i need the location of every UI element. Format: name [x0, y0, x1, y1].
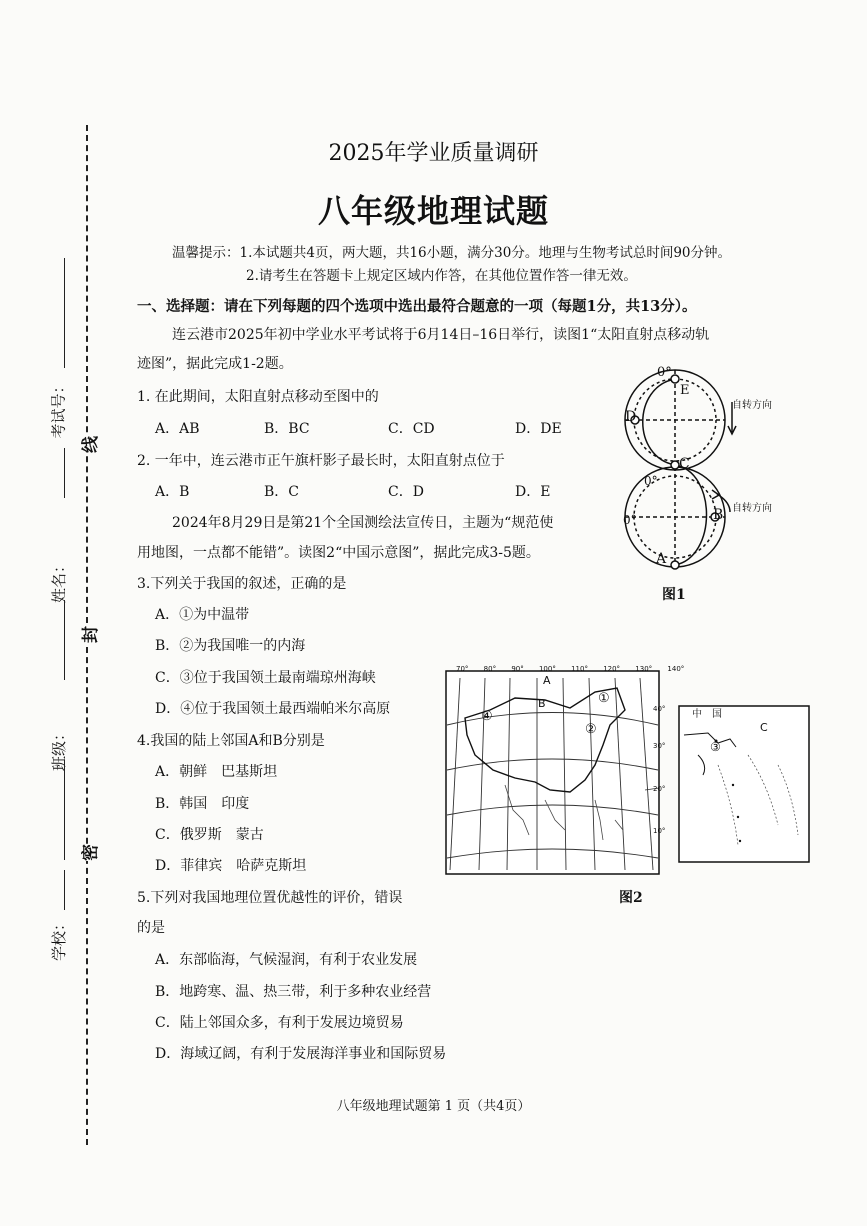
inset-island-dot: [737, 816, 739, 818]
point-a-marker: [671, 561, 679, 569]
q3-option-d: D．④位于我国领土最西端帕米尔高原: [155, 701, 391, 717]
page-footer: 八年级地理试题第 1 页（共4页）: [336, 1099, 531, 1114]
fig1-deg-left: 0°: [623, 513, 637, 527]
name-line-upper: [64, 448, 65, 498]
fig1-label-d: D: [625, 409, 637, 425]
fig2-circle-3: ③: [710, 740, 721, 754]
exam-subtitle: 八年级地理试题: [317, 192, 549, 230]
name-field[interactable]: [64, 600, 65, 680]
q4-option-a: A．朝鲜 巴基斯坦: [155, 764, 278, 780]
fig2-lat-20: 20°: [653, 785, 666, 793]
fig1-caption: 图1: [662, 587, 686, 603]
seal-char-mi: 密: [74, 844, 103, 861]
q3-option-c: C．③位于我国领土最南端琼州海峡: [155, 670, 376, 686]
fig2-lat-40: 40°: [653, 705, 666, 713]
q5-stem-line2: 的是: [137, 920, 165, 936]
fig2-label-b: B: [538, 697, 546, 710]
intro2-line2: 用地图，一点都不能错”。读图2“中国示意图”，据此完成3-5题。: [137, 545, 540, 561]
fig2-lat-30: 30°: [653, 742, 666, 750]
q3-option-b: B．②为我国唯一的内海: [155, 638, 306, 654]
q3-option-a: A．①为中温带: [155, 607, 250, 623]
fig2-label-a: A: [543, 674, 551, 687]
point-c-marker: [671, 461, 679, 469]
q4-stem: 4.我国的陆上邻国A和B分别是: [137, 733, 325, 749]
q2-option-b: B．C: [264, 484, 299, 500]
section-heading: 一、选择题：请在下列每题的四个选项中选出最符合题意的一项（每题1分，共13分）。: [137, 298, 697, 315]
q5-option-b: B．地跨寒、温、热三带，利于多种农业经营: [155, 984, 432, 1000]
fig2-circle-2: ②: [585, 722, 597, 737]
q1-option-d: D．DE: [515, 421, 562, 437]
fig2-lon-labels: 70° 80° 90° 100° 110° 120° 130° 140°: [456, 665, 685, 673]
fig1-label-e: E: [680, 383, 690, 398]
map-frame: [446, 671, 659, 874]
fig2-circle-4: ④: [481, 709, 493, 724]
fig2-lat-10: 10°: [653, 827, 666, 835]
q4-option-c: C．俄罗斯 蒙古: [155, 827, 264, 843]
q3-stem: 3.下列关于我国的叙述，正确的是: [137, 576, 347, 592]
notice-line-1: 温馨提示：1.本试题共4页，两大题，共16小题，满分30分。地理与生物考试总时间90分钟。: [172, 245, 732, 261]
q2-option-d: D．E: [515, 484, 551, 500]
school-label: 学校：: [50, 915, 69, 962]
inset-island-dot: [739, 840, 741, 842]
exam-no-label: 考试号：: [49, 378, 68, 439]
exam-no-field[interactable]: [64, 258, 65, 368]
q4-option-b: B．韩国 印度: [155, 796, 250, 812]
q1-option-c: C．CD: [388, 421, 435, 437]
q4-option-d: D．菲律宾 哈萨克斯坦: [155, 858, 307, 874]
q5-option-d: D．海域辽阔，有利于发展海洋事业和国际贸易: [155, 1046, 447, 1062]
school-field[interactable]: [64, 870, 65, 910]
seal-char-xian: 线: [74, 436, 103, 453]
fig1-label-a: A: [656, 551, 667, 567]
notice-line-2: 2.请考生在答题卡上规定区域内作答，在其他位置作答一律无效。: [246, 268, 637, 284]
fig1-deg-mid: 0°: [644, 474, 658, 488]
q2-option-c: C．D: [388, 484, 424, 500]
name-label: 姓名：: [50, 557, 69, 604]
fig1-rotation-upper: 自转方向: [732, 400, 772, 411]
figure-2-map: [445, 670, 660, 875]
figure-2-inset: [678, 705, 810, 863]
q2-stem: 2. 一年中，连云港市正午旗杆影子最长时，太阳直射点位于: [137, 453, 505, 469]
fig2-caption: 图2: [619, 890, 643, 906]
intro1-line2: 迹图”，据此完成1-2题。: [137, 356, 293, 372]
class-field[interactable]: [64, 760, 65, 860]
fig2-circle-1: ①: [598, 691, 610, 706]
q1-option-a: A．AB: [155, 421, 200, 437]
inset-title: 中 国: [692, 709, 722, 720]
inset-frame: [679, 706, 809, 862]
q5-option-a: A．东部临海，气候湿润，有利于农业发展: [155, 952, 418, 968]
q5-stem-line1: 5.下列对我国地理位置优越性的评价，错误: [137, 890, 403, 906]
intro1-line1: 连云港市2025年初中学业水平考试将于6月14日–16日举行，读图1“太阳直射点移动轨: [172, 327, 710, 343]
q2-option-a: A．B: [155, 484, 190, 500]
point-e-marker: [671, 375, 679, 383]
fig1-deg-top: 0°: [657, 365, 672, 380]
fig1-label-b: B: [713, 507, 724, 523]
fig1-rotation-lower: 自转方向: [732, 503, 772, 514]
q1-option-b: B．BC: [264, 421, 310, 437]
q1-stem: 1. 在此期间，太阳直射点移动至图中的: [137, 389, 379, 405]
intro2-line1: 2024年8月29日是第21个全国测绘法宣传日，主题为“规范使: [172, 515, 554, 531]
q5-option-c: C．陆上邻国众多，有利于发展边境贸易: [155, 1015, 404, 1031]
class-label: 班级：: [50, 725, 69, 772]
inset-island-dot: [732, 784, 734, 786]
fig1-label-c: C: [679, 456, 690, 472]
inset-label-c: C: [760, 721, 768, 734]
seal-char-feng: 封: [74, 626, 103, 643]
exam-title: 2025年学业质量调研: [328, 141, 539, 166]
